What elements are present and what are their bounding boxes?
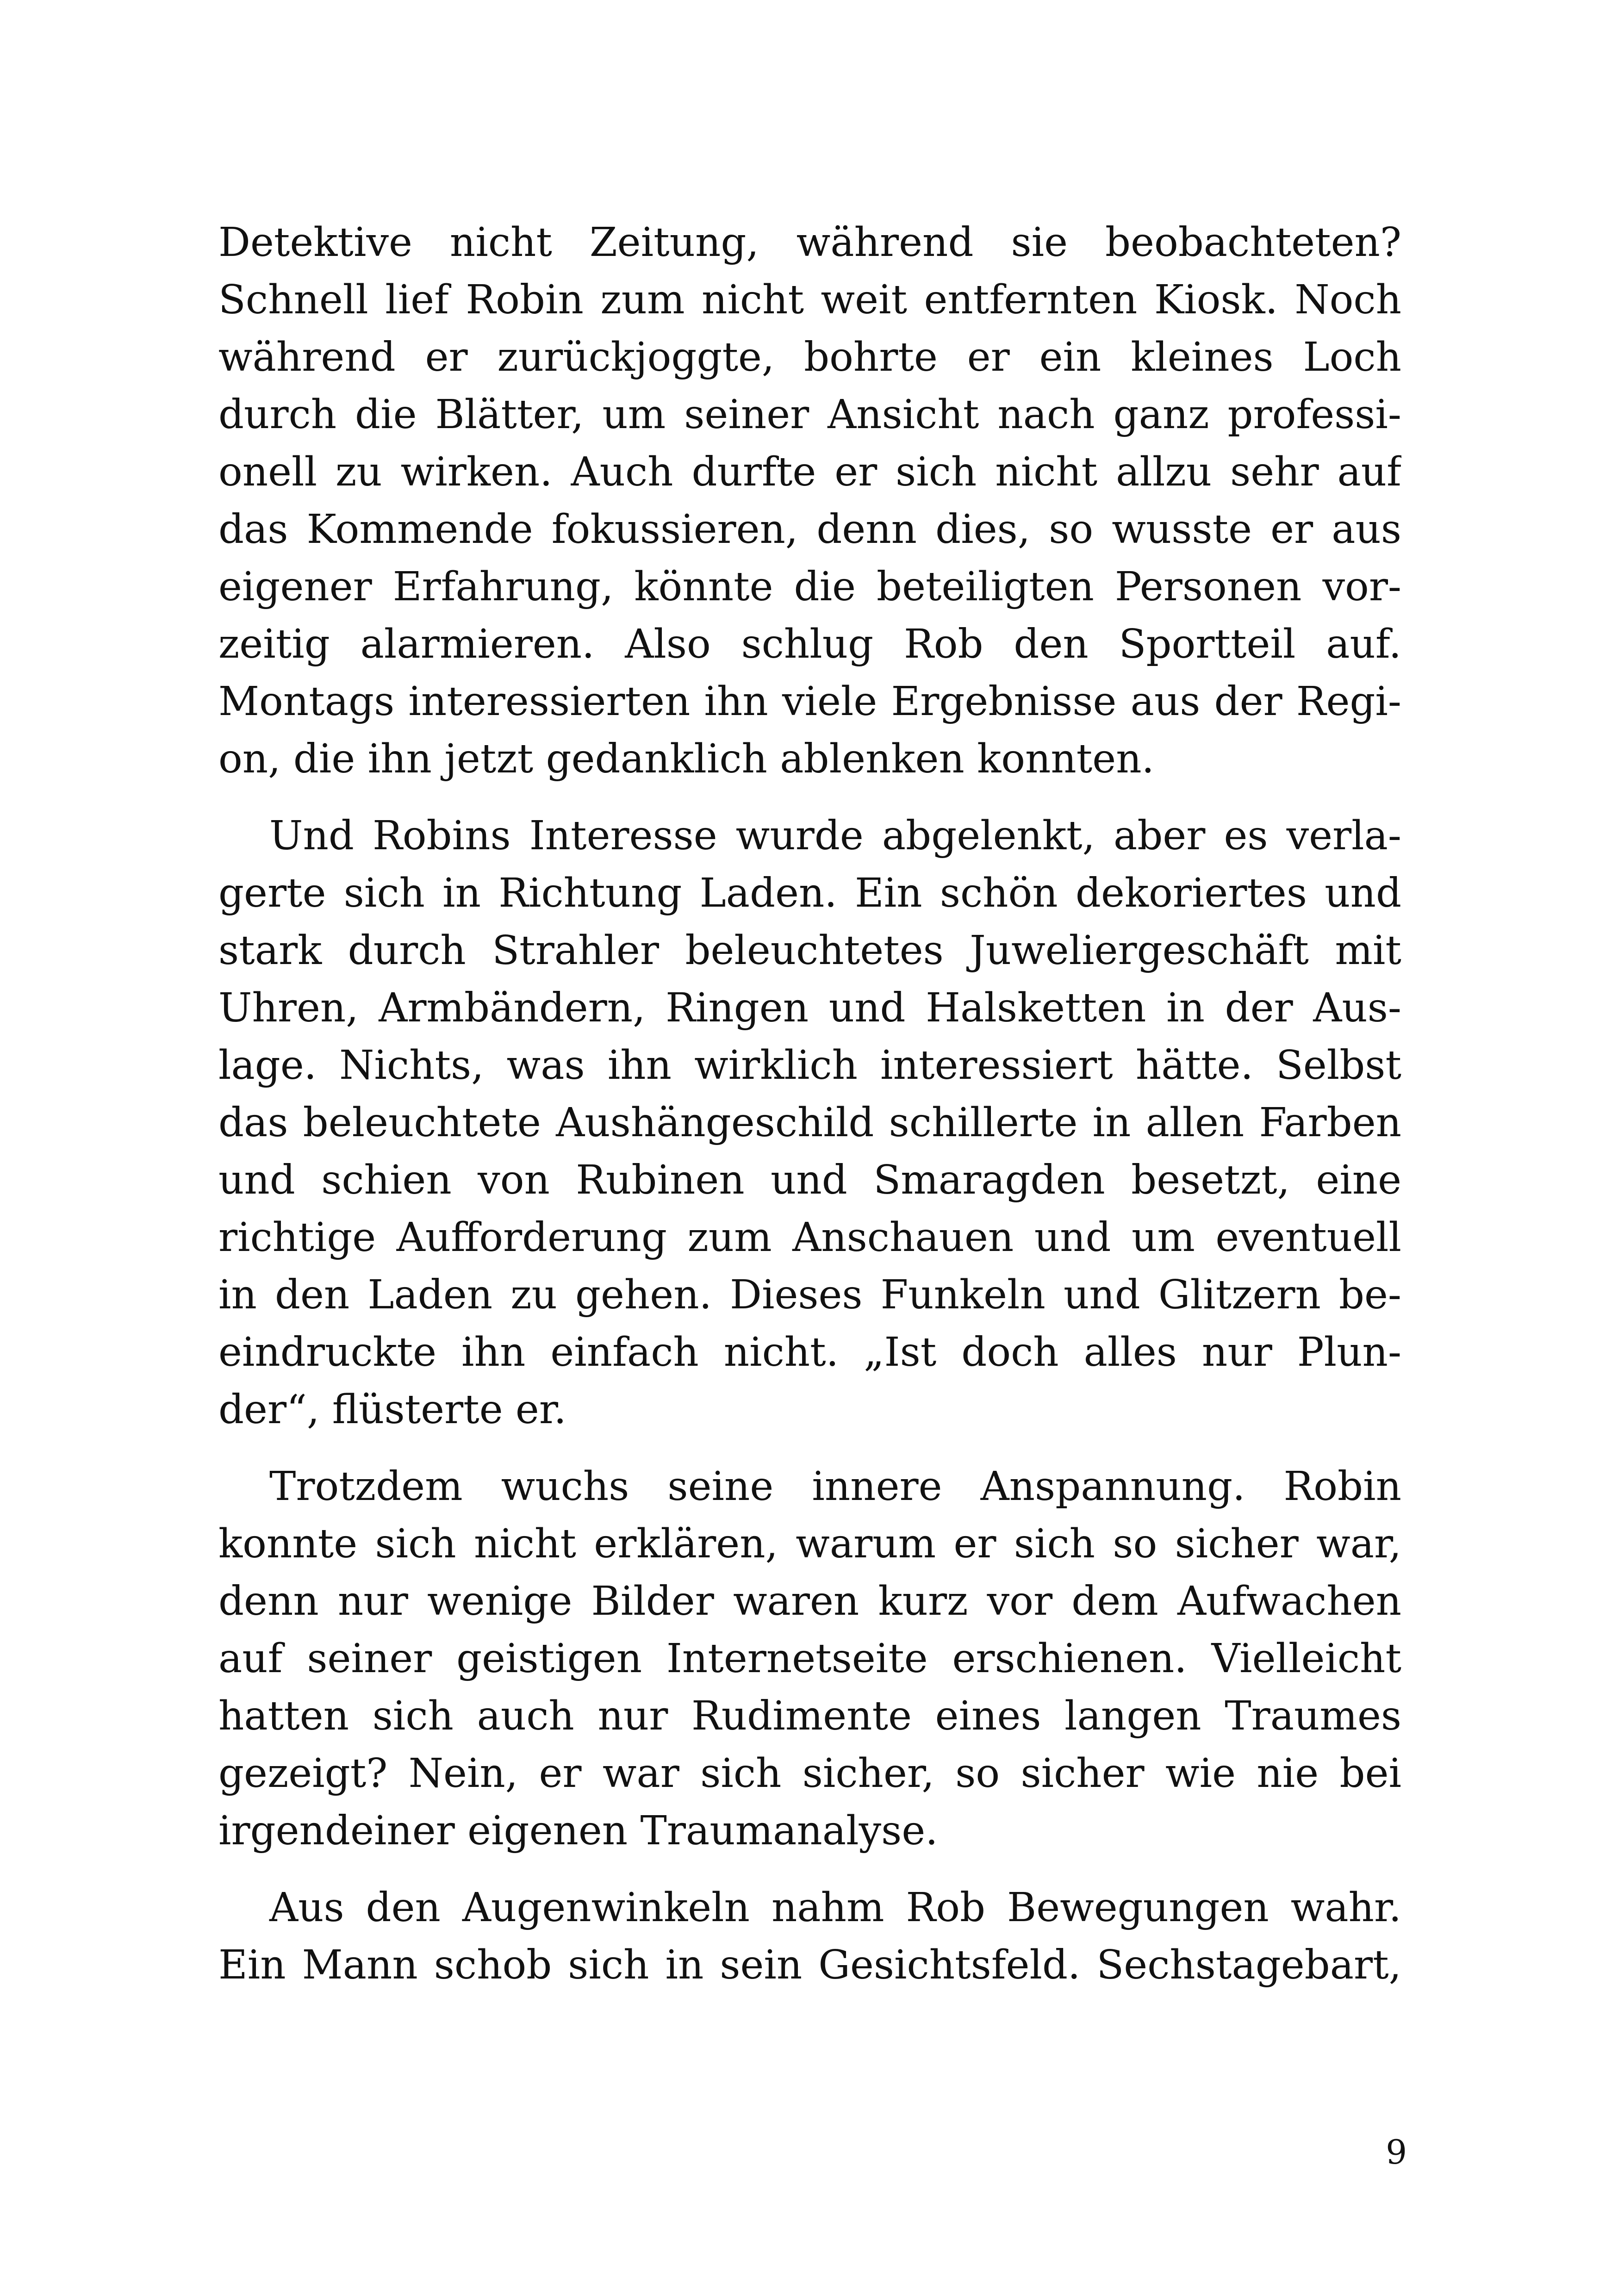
text-line: während er zurückjoggte, bohrte er ein kleines Loch (218, 334, 1401, 380)
text-line: Detektive nicht Zeitung, während sie beobachteten? (218, 219, 1401, 266)
body-text (218, 214, 1401, 1994)
text-line: in den Laden zu gehen. Dieses Funkeln und Glitzern be- (218, 1272, 1401, 1318)
text-line: gezeigt? Nein, er war sich sicher, so sicher wie nie bei (218, 1750, 1401, 1797)
text-line: durch die Blätter, um seiner Ansicht nach ganz professi- (218, 392, 1401, 438)
text-line: zeitig alarmieren. Also schlug Rob den Sportteil auf. (218, 621, 1401, 667)
text-line: richtige Aufforderung zum Anschauen und um eventuell (218, 1214, 1401, 1261)
paragraph (218, 807, 1401, 1438)
text-line: Aus den Augenwinkeln nahm Rob Bewegungen wahr. (269, 1885, 1401, 1931)
text-line: Montags interessierten ihn viele Ergebnisse aus der Regi- (218, 678, 1401, 725)
text-line: lage. Nichts, was ihn wirklich interessiert hätte. Selbst (218, 1042, 1401, 1089)
text-line: irgendeiner eigenen Traumanalyse. (218, 1808, 938, 1854)
text-line: gerte sich in Richtung Laden. Ein schön dekoriertes und (218, 870, 1401, 916)
paragraph (218, 1458, 1401, 1860)
text-line: on, die ihn jetzt gedanklich ablenken konnten. (218, 736, 1154, 782)
paragraph (218, 214, 1401, 788)
text-line: der“, flüsterte er. (218, 1387, 566, 1433)
text-line: Uhren, Armbändern, Ringen und Halsketten in der Aus- (218, 985, 1401, 1031)
text-line: auf seiner geistigen Internetseite erschienen. Vielleicht (218, 1636, 1401, 1682)
paragraph (218, 1879, 1401, 1994)
text-line: stark durch Strahler beleuchtetes Juweliergeschäft mit (218, 927, 1401, 974)
text-line: hatten sich auch nur Rudimente eines langen Traumes (218, 1693, 1401, 1739)
text-line: eindruckte ihn einfach nicht. „Ist doch alles nur Plun- (218, 1329, 1401, 1375)
text-line: denn nur wenige Bilder waren kurz vor dem Aufwachen (218, 1578, 1401, 1624)
text-line: onell zu wirken. Auch durfte er sich nicht allzu sehr auf (218, 449, 1401, 495)
text-line: Trotzdem wuchs seine innere Anspannung. Robin (269, 1463, 1401, 1510)
text-line: Ein Mann schob sich in sein Gesichtsfeld. Sechstagebart, (218, 1942, 1401, 1988)
text-line: Und Robins Interesse wurde abgelenkt, aber es verla- (269, 813, 1401, 859)
page-number: 9 (1386, 2133, 1407, 2172)
text-line: eigener Erfahrung, könnte die beteiligten Personen vor- (218, 564, 1401, 610)
text-line: konnte sich nicht erklären, warum er sich so sicher war, (218, 1521, 1401, 1567)
text-line: das beleuchtete Aushängeschild schillerte in allen Farben (218, 1100, 1401, 1146)
text-line: das Kommende fokussieren, denn dies, so wusste er aus (218, 506, 1401, 553)
text-line: und schien von Rubinen und Smaragden besetzt, eine (218, 1157, 1401, 1203)
text-line: Schnell lief Robin zum nicht weit entfernten Kiosk. Noch (218, 277, 1401, 323)
